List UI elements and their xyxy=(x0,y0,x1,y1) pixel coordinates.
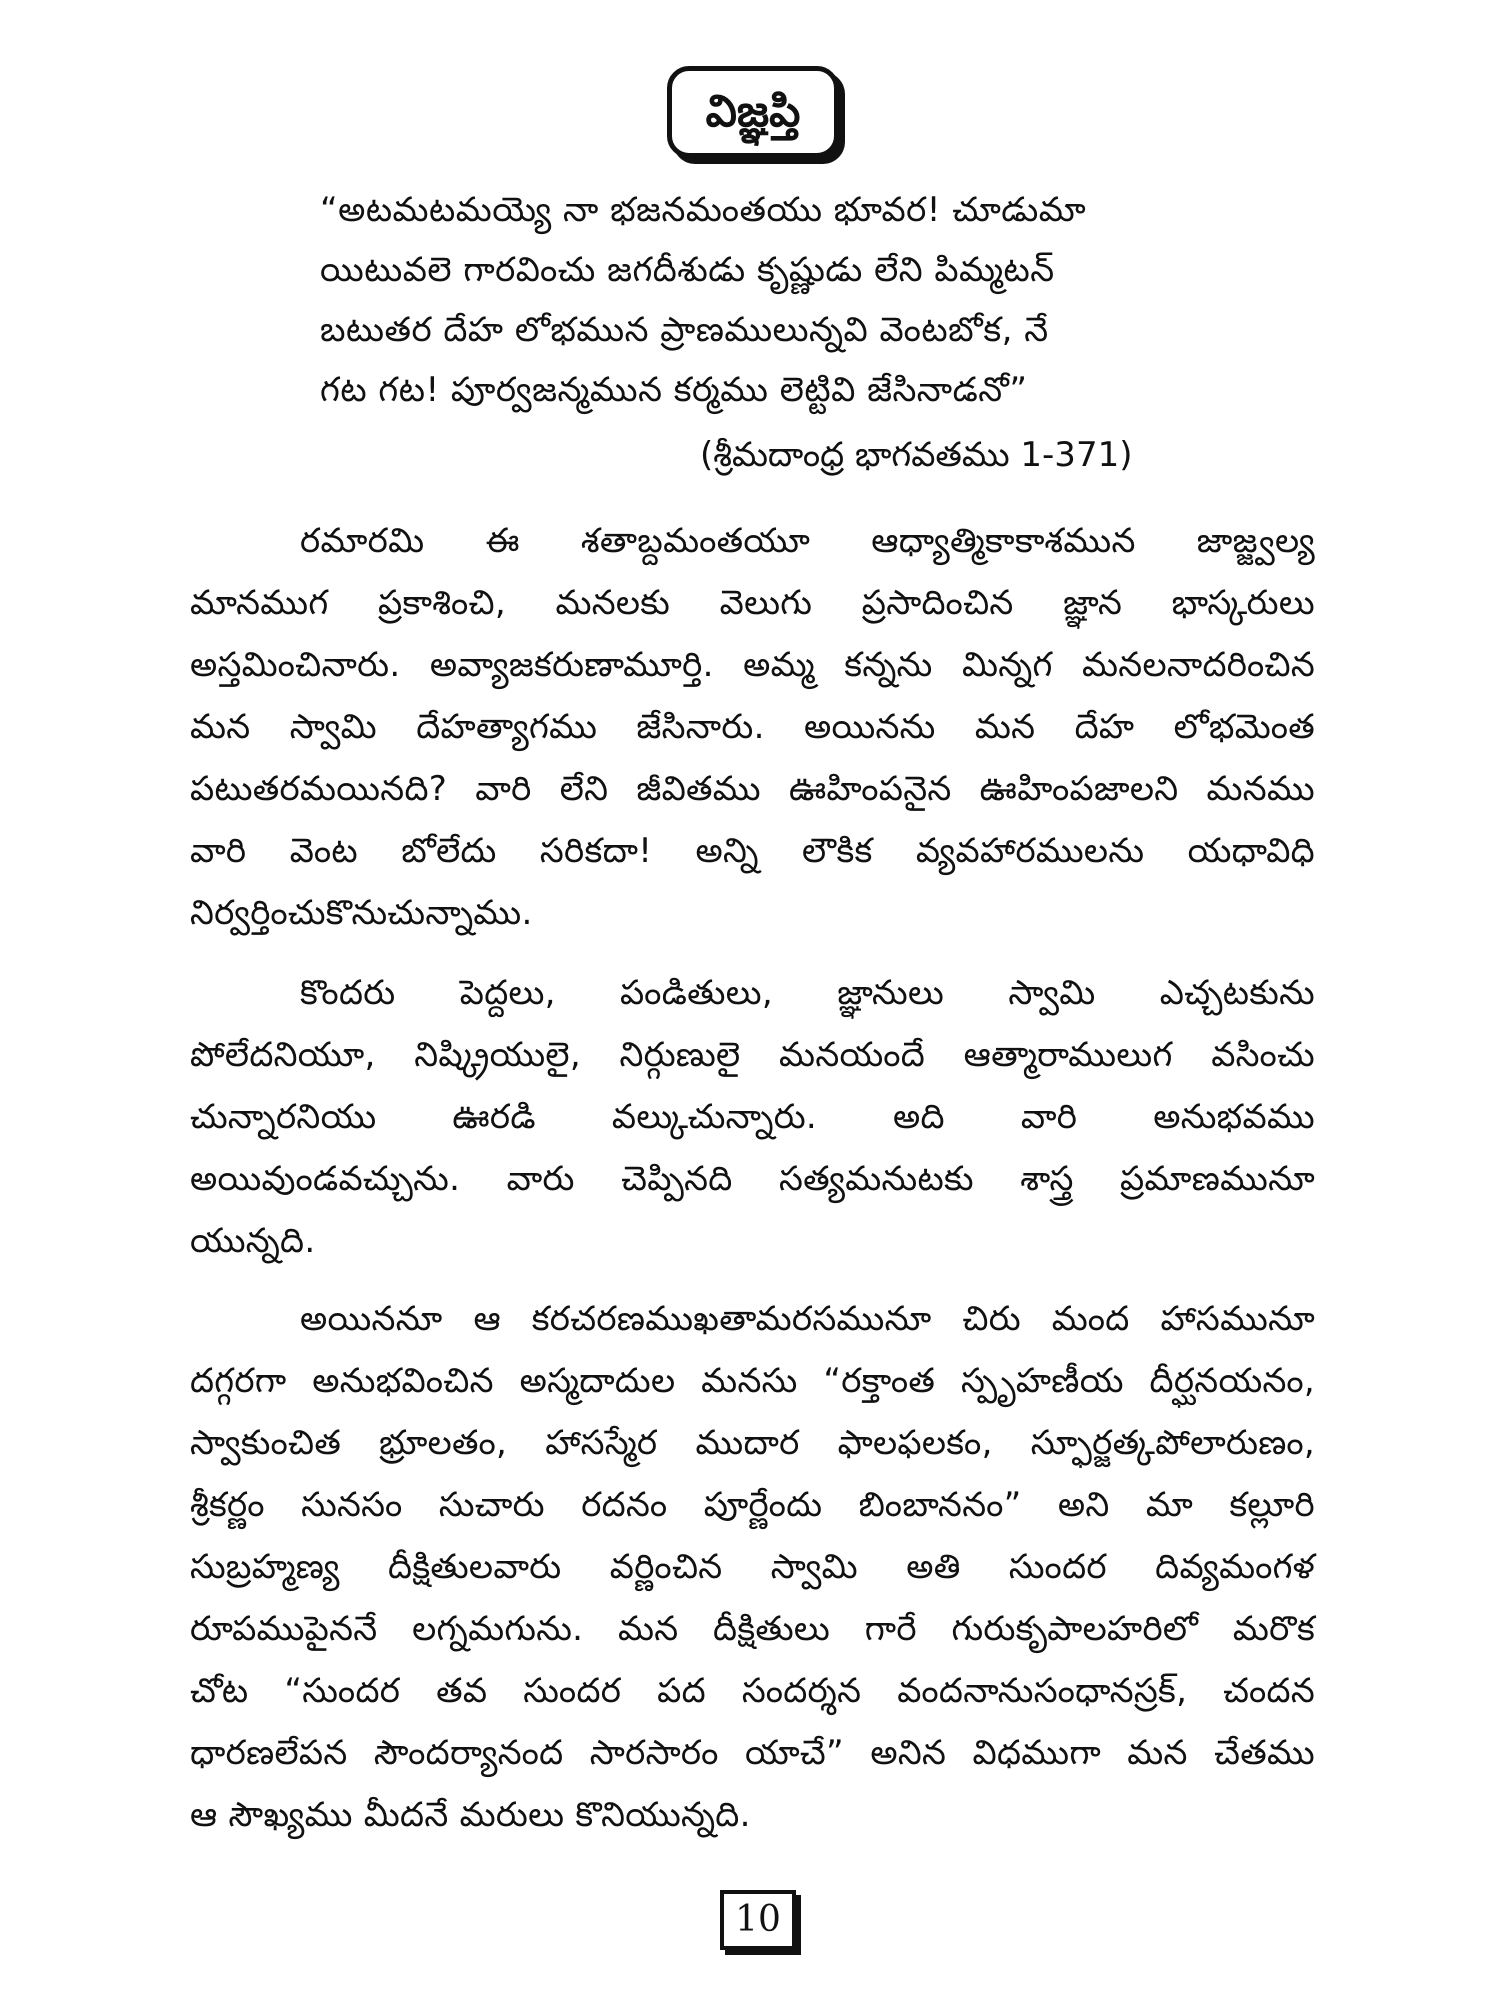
paragraph-line: ధారణలేపన సౌందర్యానంద సారసారం యాచే” అనిన విధముగా మన చేతము xyxy=(190,1733,1315,1773)
paragraph-line: మన స్వామి దేహత్యాగము జేసినారు. అయినను మన దేహ లోభమెంత xyxy=(190,707,1315,747)
paragraph-1 xyxy=(190,510,1315,944)
paragraph-line: చున్నారనియు ఊరడి వల్కుచున్నారు. అది వారి అనుభవము xyxy=(190,1097,1315,1137)
paragraph-line: అయిననూ ఆ కరచరణముఖతామరసమునూ చిరు మంద హాసమునూ xyxy=(300,1299,1315,1339)
paragraph-line: చోట “సుందర తవ సుందర పద సందర్శన వందనానుసంధానస్రక్, చందన xyxy=(190,1671,1315,1711)
paragraph-line: నిర్వర్తించుకొనుచున్నాము. xyxy=(190,893,533,933)
paragraph-line: ఆ సౌఖ్యము మీదనే మరులు కొనియున్నది. xyxy=(190,1795,751,1835)
paragraph-line: యున్నది. xyxy=(190,1221,316,1261)
verse-line: గట గట! పూర్వజన్మమున కర్మము లెట్టివి జేసినాడనో” xyxy=(320,370,1028,410)
paragraph-line: మానముగ ప్రకాశించి, మనలకు వెలుగు ప్రసాదించిన జ్ఞాన భాస్కరులు xyxy=(190,583,1315,623)
paragraph-line: రూపముపైననే లగ్నమగును. మన దీక్షితులు గారే గురుకృపాలహరిలో మరొక xyxy=(190,1609,1315,1649)
paragraph-line: దగ్గరగా అనుభవించిన అస్మదాదుల మనసు “రక్తాంత స్పృహణీయ దీర్ఘనయనం, xyxy=(190,1361,1315,1401)
title-box xyxy=(667,66,839,158)
verse-line: బటుతర దేహ లోభమున ప్రాణములున్నవి వెంటబోక, నే xyxy=(320,310,1049,350)
verse-line: “అటమటమయ్యె నా భజనమంతయు భూవర! చూడుమా xyxy=(320,190,1087,230)
paragraph-line: సుబ్రహ్మణ్య దీక్షితులవారు వర్ణించిన స్వామి అతి సుందర దివ్యమంగళ xyxy=(190,1547,1315,1587)
paragraph-line: పటుతరమయినది? వారి లేని జీవితము ఊహింపనైన ఊహింపజాలని మనము xyxy=(190,769,1315,809)
paragraph-2 xyxy=(190,962,1315,1272)
paragraph-line: అస్తమించినారు. అవ్యాజకరుణామూర్తి. అమ్మ కన్నను మిన్నగ మనలనాదరించిన xyxy=(190,645,1315,685)
paragraph-line: కొందరు పెద్దలు, పండితులు, జ్ఞానులు స్వామి ఎచ్చటకును xyxy=(300,973,1315,1013)
paragraph-line: స్వాకుంచిత భ్రూలతం, హాసస్మేర ముదార ఫాలఫలకం, స్ఫూర్జత్కపోలారుణం, xyxy=(190,1423,1315,1463)
page-number-box xyxy=(720,1890,796,1950)
paragraph-line: రమారమి ఈ శతాబ్దమంతయూ ఆధ్యాత్మికాకాశమున జాజ్జ్వల్య xyxy=(300,521,1315,561)
paragraph-3 xyxy=(190,1288,1315,1846)
paragraph-line: శ్రీకర్ణం సునసం సుచారు రదనం పూర్ణేందు బింబాననం” అని మా కల్లూరి xyxy=(190,1485,1315,1525)
page-title: విజ్ఞప్తి xyxy=(705,86,801,137)
paragraph-line: పోలేదనియూ, నిష్క్రియులై, నిర్గుణులై మనయందే ఆత్మారాములుగ వసించు xyxy=(190,1035,1315,1075)
verse-block xyxy=(320,180,1220,420)
paragraph-line: అయివుండవచ్చును. వారు చెప్పినది సత్యమనుటకు శాస్త్ర ప్రమాణమునూ xyxy=(190,1159,1315,1199)
verse-line: యిటువలె గారవించు జగదీశుడు కృష్ణుడు లేని పిమ్మటన్ xyxy=(320,250,1055,290)
verse-source: (శ్రీమదాంధ్ర భాగవతము 1-371) xyxy=(700,435,1133,475)
paragraph-line: వారి వెంట బోలేదు సరికదా! అన్ని లౌకిక వ్యవహారములను యధావిధి xyxy=(190,831,1315,871)
page-number: 10 xyxy=(735,1899,781,1940)
